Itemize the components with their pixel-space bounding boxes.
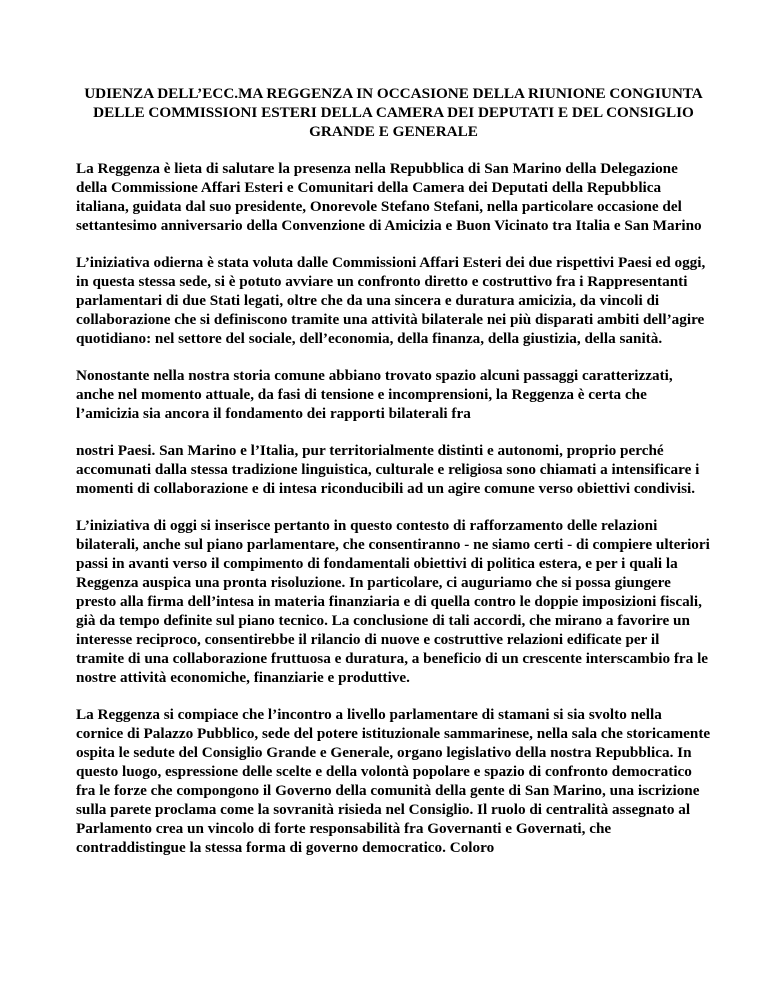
- paragraph-relations: L’iniziativa di oggi si inserisce pertanto in questo contesto di rafforzamento delle relazioni bilaterali, anche sul piano parlamentare, che consentiranno - ne siamo certi - di compiere ulteriori passi in avanti verso il compimento di fondamentali obiettivi di politica estera, e per i quali la Reggenza auspica una pronta risoluzione. In particolare, ci auguriamo che si possa giungere presto alla firma dell’intesa in materia finanziaria e di quella contro le doppie imposizioni fiscali, già da tempo definite sul piano tecnico. La conclusione di tali accordi, che mirano a favorire un interesse reciproco, consentirebbe il rilancio di nuove e costruttive relazioni edificate per il tramite di una collaborazione fruttuosa e duratura, a beneficio di un crescente interscambio fra le nostre attività economiche, finanziarie e produttive.: [76, 517, 710, 686]
- document-page: [76, 84, 711, 875]
- paragraph-countries: nostri Paesi. San Marino e l’Italia, pur territorialmente distinti e autonomi, proprio perché accomunati dalla stessa tradizione linguistica, culturale e religiosa sono chiamati a intensificare i momenti di collaborazione e di intesa riconducibili ad un agire comune verso obiettivi condivisi.: [76, 442, 700, 497]
- paragraph-palazzo: La Reggenza si compiace che l’incontro a livello parlamentare di stamani si sia svolto nella cornice di Palazzo Pubblico, sede del potere istituzionale sammarinese, nella sala che storicamente ospita le sedute del Consiglio Grande e Generale, organo legislativo della nostra Repubblica. In questo luogo, espressione delle scelte e della volontà popolare e spazio di confronto democratico fra le forze che compongono il Governo della comunità della gente di San Marino, una iscrizione sulla parete proclama come la sovranità risieda nel Consiglio. Il ruolo di centralità assegnato al Parlamento crea un vincolo di forte responsabilità fra Governanti e Governati, che contraddistingue la stessa forma di governo democratico. Coloro: [76, 706, 711, 856]
- paragraph-initiative: L’iniziativa odierna è stata voluta dalle Commissioni Affari Esteri dei due rispettivi Paesi ed oggi, in questa stessa sede, si è potuto avviare un confronto diretto e costruttivo fra i Rappresentanti parlamentari di due Stati legati, oltre che da una sincera e duratura amicizia, da vincoli di collaborazione che si definiscono tramite una attività bilaterale nei più disparati ambiti dell’agire quotidiano: nel settore del sociale, dell’economia, della finanza, della giustizia, della sanità.: [76, 254, 706, 347]
- document-title: UDIENZA DELL’ECC.MA REGGENZA IN OCCASIONE DELLA RIUNIONE CONGIUNTA DELLE COMMISSIONI ESTERI DELLA CAMERA DEI DEPUTATI E DEL CONSIGLIO GRANDE E GENERALE: [84, 85, 703, 140]
- paragraph-greeting: La Reggenza è lieta di salutare la presenza nella Repubblica di San Marino della Delegazione della Commissione Affari Esteri e Comunitari della Camera dei Deputati della Repubblica italiana, guidata dal suo presidente, Onorevole Stefano Stefani, nella particolare occasione del settantesimo anniversario della Convenzione di Amicizia e Buon Vicinato tra Italia e San Marino: [76, 160, 702, 234]
- paragraph-history: Nonostante nella nostra storia comune abbiano trovato spazio alcuni passaggi caratterizzati, anche nel momento attuale, da fasi di tensione e incomprensioni, la Reggenza è certa che l’amicizia sia ancora il fondamento dei rapporti bilaterali fra: [76, 367, 673, 422]
